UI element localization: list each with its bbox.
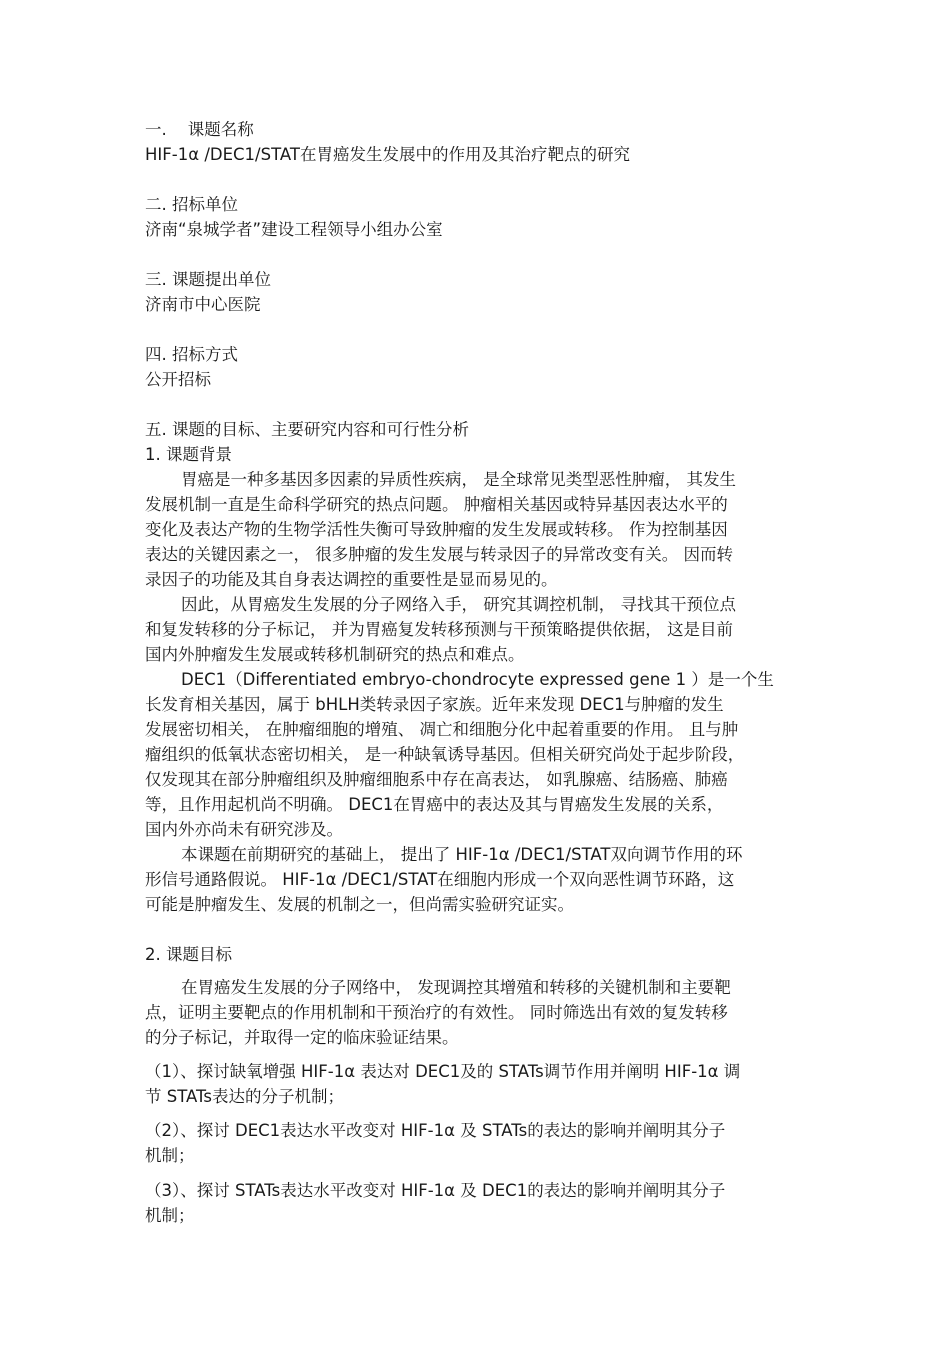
text-line: 瘤组织的低氧状态密切相关， 是一种缺氧诱导基因。但相关研究尚处于起步阶段， <box>145 745 745 764</box>
background-paragraph-2 <box>145 592 810 667</box>
text-line: 在胃癌发生发展的分子网络中， 发现调控其增殖和转移的关键机制和主要靶 <box>181 978 731 997</box>
text-line: DEC1（Differentiated embryo-chondrocyte expressed gene 1 ）是一个生 <box>181 670 774 689</box>
section-heading: 四. 招标方式 <box>145 345 238 364</box>
text-line: 点，证明主要靶点的作用机制和干预治疗的有效性。 同时筛选出有效的复发转移 <box>145 1003 728 1022</box>
background-paragraph-1 <box>145 467 810 592</box>
text-line: 形信号通路假说。 HIF-1α /DEC1/STAT在细胞内形成一个双向恶性调节环路，这 <box>145 870 735 889</box>
section-body: 济南“泉城学者”建设工程领导小组办公室 <box>145 220 443 239</box>
subsection-heading: 1. 课题背景 <box>145 445 232 464</box>
section-heading: 五. 课题的目标、主要研究内容和可行性分析 <box>145 420 469 439</box>
section-1 <box>145 117 810 167</box>
section-2 <box>145 192 810 242</box>
text-line: 国内外亦尚未有研究涉及。 <box>145 820 343 839</box>
text-line: 发展密切相关， 在肿瘤细胞的增殖、 凋亡和细胞分化中起着重要的作用。 且与肿 <box>145 720 739 739</box>
section-heading: 二. 招标单位 <box>145 195 238 214</box>
text-line: 变化及表达产物的生物学活性失衡可导致肿瘤的发生发展或转移。 作为控制基因 <box>145 520 728 539</box>
section-3 <box>145 267 810 317</box>
section-4 <box>145 342 810 392</box>
text-line: （3）、探讨 STATs表达水平改变对 HIF-1α 及 DEC1的表达的影响并阐明其分子 <box>145 1181 726 1200</box>
text-line: 机制； <box>145 1206 195 1225</box>
text-line: 长发育相关基因，属于 bHLH类转录因子家族。近年来发现 DEC1与肿瘤的发生 <box>145 695 724 714</box>
text-line: 的分子标记，并取得一定的临床验证结果。 <box>145 1028 459 1047</box>
goal-item-2 <box>145 1118 810 1168</box>
section-body: 公开招标 <box>145 370 211 389</box>
text-line: 因此，从胃癌发生发展的分子网络入手， 研究其调控机制， 寻找其干预位点 <box>181 595 736 614</box>
text-line: 本课题在前期研究的基础上， 提出了 HIF-1α /DEC1/STAT双向调节作用的环 <box>181 845 743 864</box>
subsection-heading: 2. 课题目标 <box>145 945 232 964</box>
section-heading: 三. 课题提出单位 <box>145 270 271 289</box>
goal-item-1 <box>145 1059 810 1109</box>
section-heading: 一. 课题名称 <box>145 120 254 139</box>
text-line: 录因子的功能及其自身表达调控的重要性是显而易见的。 <box>145 570 558 589</box>
background-paragraph-3 <box>145 667 810 842</box>
text-line: 和复发转移的分子标记， 并为胃癌复发转移预测与干预策略提供依据， 这是目前 <box>145 620 733 639</box>
section-body: 济南市中心医院 <box>145 295 261 314</box>
text-line: 仅发现其在部分肿瘤组织及肿瘤细胞系中存在高表达， 如乳腺癌、结肠癌、肺癌 <box>145 770 728 789</box>
text-line: （2）、探讨 DEC1表达水平改变对 HIF-1α 及 STATs的表达的影响并阐明其分子 <box>145 1121 726 1140</box>
section-body: HIF-1α /DEC1/STAT在胃癌发生发展中的作用及其治疗靶点的研究 <box>145 145 630 164</box>
text-line: 发展机制一直是生命科学研究的热点问题。 肿瘤相关基因或特异基因表达水平的 <box>145 495 728 514</box>
text-line: 机制； <box>145 1146 195 1165</box>
goals-section <box>145 942 810 967</box>
goal-item-3 <box>145 1178 810 1228</box>
background-paragraph-4 <box>145 842 810 917</box>
goals-paragraph <box>145 975 810 1050</box>
text-line: 胃癌是一种多基因多因素的异质性疾病， 是全球常见类型恶性肿瘤， 其发生 <box>181 470 736 489</box>
text-line: （1）、探讨缺氧增强 HIF-1α 表达对 DEC1及的 STATs调节作用并阐明 HIF-1α 调 <box>145 1062 741 1081</box>
text-line: 表达的关键因素之一， 很多肿瘤的发生发展与转录因子的异常改变有关。 因而转 <box>145 545 733 564</box>
section-5 <box>145 417 810 917</box>
text-line: 国内外肿瘤发生发展或转移机制研究的热点和难点。 <box>145 645 525 664</box>
text-line: 可能是肿瘤发生、发展的机制之一，但尚需实验研究证实。 <box>145 895 574 914</box>
text-line: 等，且作用起机尚不明确。 DEC1在胃癌中的表达及其与胃癌发生发展的关系， <box>145 795 724 814</box>
text-line: 节 STATs表达的分子机制； <box>145 1087 344 1106</box>
